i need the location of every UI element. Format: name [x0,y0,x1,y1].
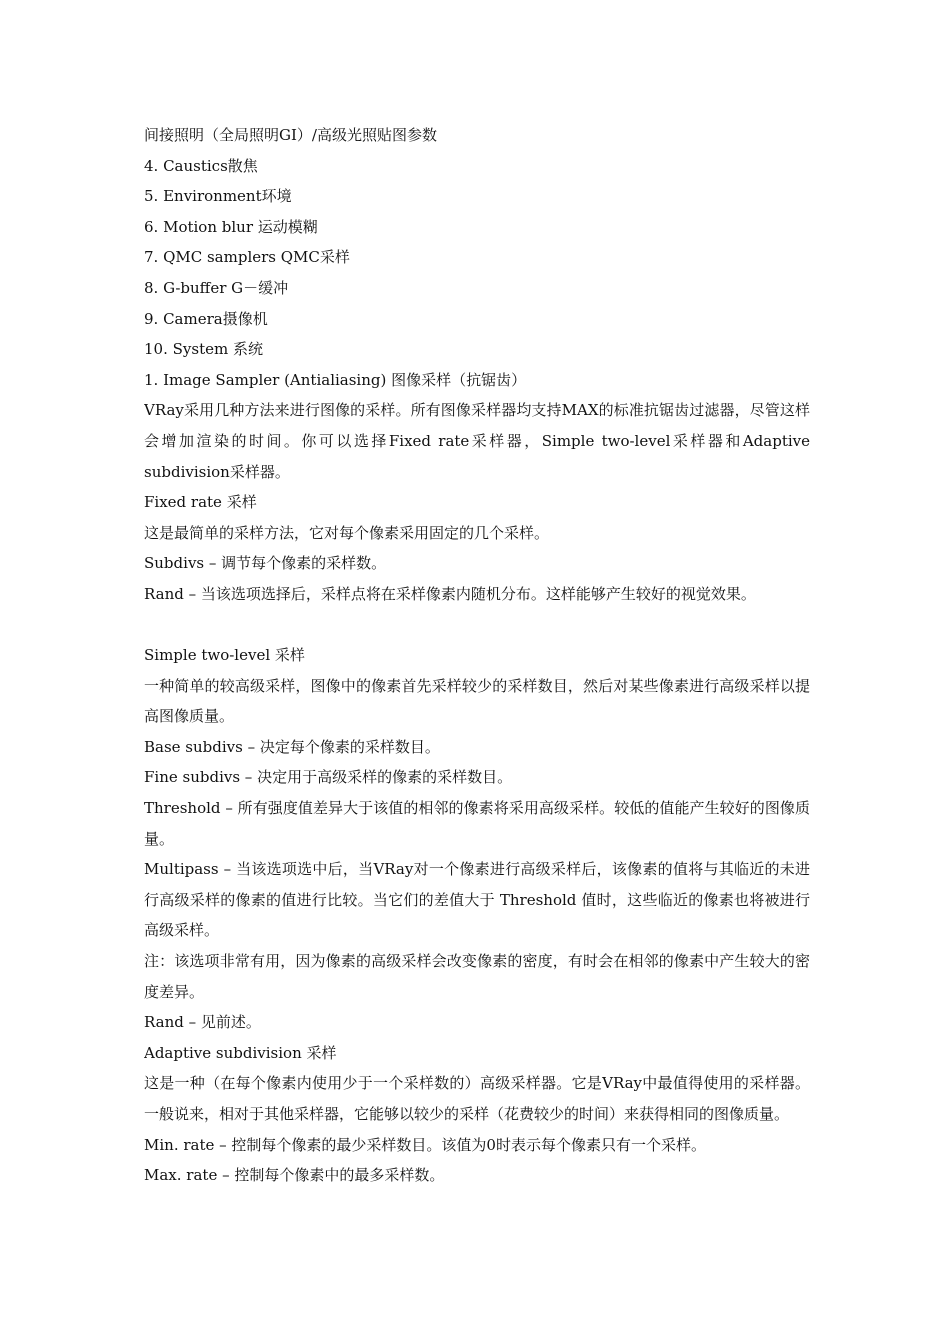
param-rand-2: Rand – 见前述。 [144,1013,261,1032]
subheading-adaptive-subdivision: Adaptive subdivision 采样 [144,1043,337,1062]
param-threshold: Threshold – 所有强度值差异大于该值的相邻的像素将采用高级采样。较低的值能产生较好的图像质量。 [144,799,810,848]
list-item-caustics: 4. Caustics散焦 [144,156,258,175]
paragraph-adaptive-subdivision: 这是一种（在每个像素内使用少于一个采样数的）高级采样器。它是VRay中最值得使用的采样器。一般说来，相对于其他采样器，它能够以较少的采样（花费较少的时间）来获得相同的图像质量。 [144,1074,810,1123]
paragraph-simple-two-level: 一种简单的较高级采样，图像中的像素首先采样较少的采样数目，然后对某些像素进行高级采样以提高图像质量。 [144,676,810,726]
document-body [144,120,810,1191]
list-item-system: 10. System 系统 [144,340,263,359]
list-item-motion-blur: 6. Motion blur 运动模糊 [144,217,318,236]
list-item-camera: 9. Camera摄像机 [144,309,268,328]
param-subdivs: Subdivs – 调节每个像素的采样数。 [144,554,387,573]
section-heading-gi: 间接照明（全局照明GI）/高级光照贴图参数 [144,126,437,144]
paragraph-fixed-rate: 这是最简单的采样方法，它对每个像素采用固定的几个采样。 [144,523,550,542]
blank-line [144,610,810,641]
note-multipass: 注：该选项非常有用，因为像素的高级采样会改变像素的密度，有时会在相邻的像素中产生较大的密度差异。 [144,952,810,1001]
param-min-rate: Min. rate – 控制每个像素的最少采样数目。该值为0时表示每个像素只有一个采样。 [144,1135,706,1154]
param-rand: Rand – 当该选项选择后，采样点将在采样像素内随机分布。这样能够产生较好的视觉效果。 [144,584,756,603]
param-base-subdivs: Base subdivs – 决定每个像素的采样数目。 [144,737,440,756]
section-heading-image-sampler: 1. Image Sampler (Antialiasing) 图像采样（抗锯齿） [144,370,527,389]
paragraph-vray-sampling: VRay采用几种方法来进行图像的采样。所有图像采样器均支持MAX的标准抗锯齿过滤器，尽管这样会增加渲染的时间。你可以选择Fixed rate采样器，Simple two-level采样器和Adaptive subdivision采样器。 [144,401,810,481]
param-max-rate: Max. rate – 控制每个像素中的最多采样数。 [144,1166,445,1185]
param-multipass: Multipass – 当该选项选中后，当VRay对一个像素进行高级采样后，该像素的值将与其临近的未进行高级采样的像素的值进行比较。当它们的差值大于 Threshold 值时，这些临近的像素也将被进行高级采样。 [144,860,810,940]
list-item-environment: 5. Environment环境 [144,187,292,206]
subheading-fixed-rate: Fixed rate 采样 [144,493,257,512]
list-item-qmc-samplers: 7. QMC samplers QMC采样 [144,248,350,267]
list-item-g-buffer: 8. G-buffer G－缓冲 [144,278,289,297]
subheading-simple-two-level: Simple two-level 采样 [144,646,305,665]
param-fine-subdivs: Fine subdivs – 决定用于高级采样的像素的采样数目。 [144,768,513,787]
